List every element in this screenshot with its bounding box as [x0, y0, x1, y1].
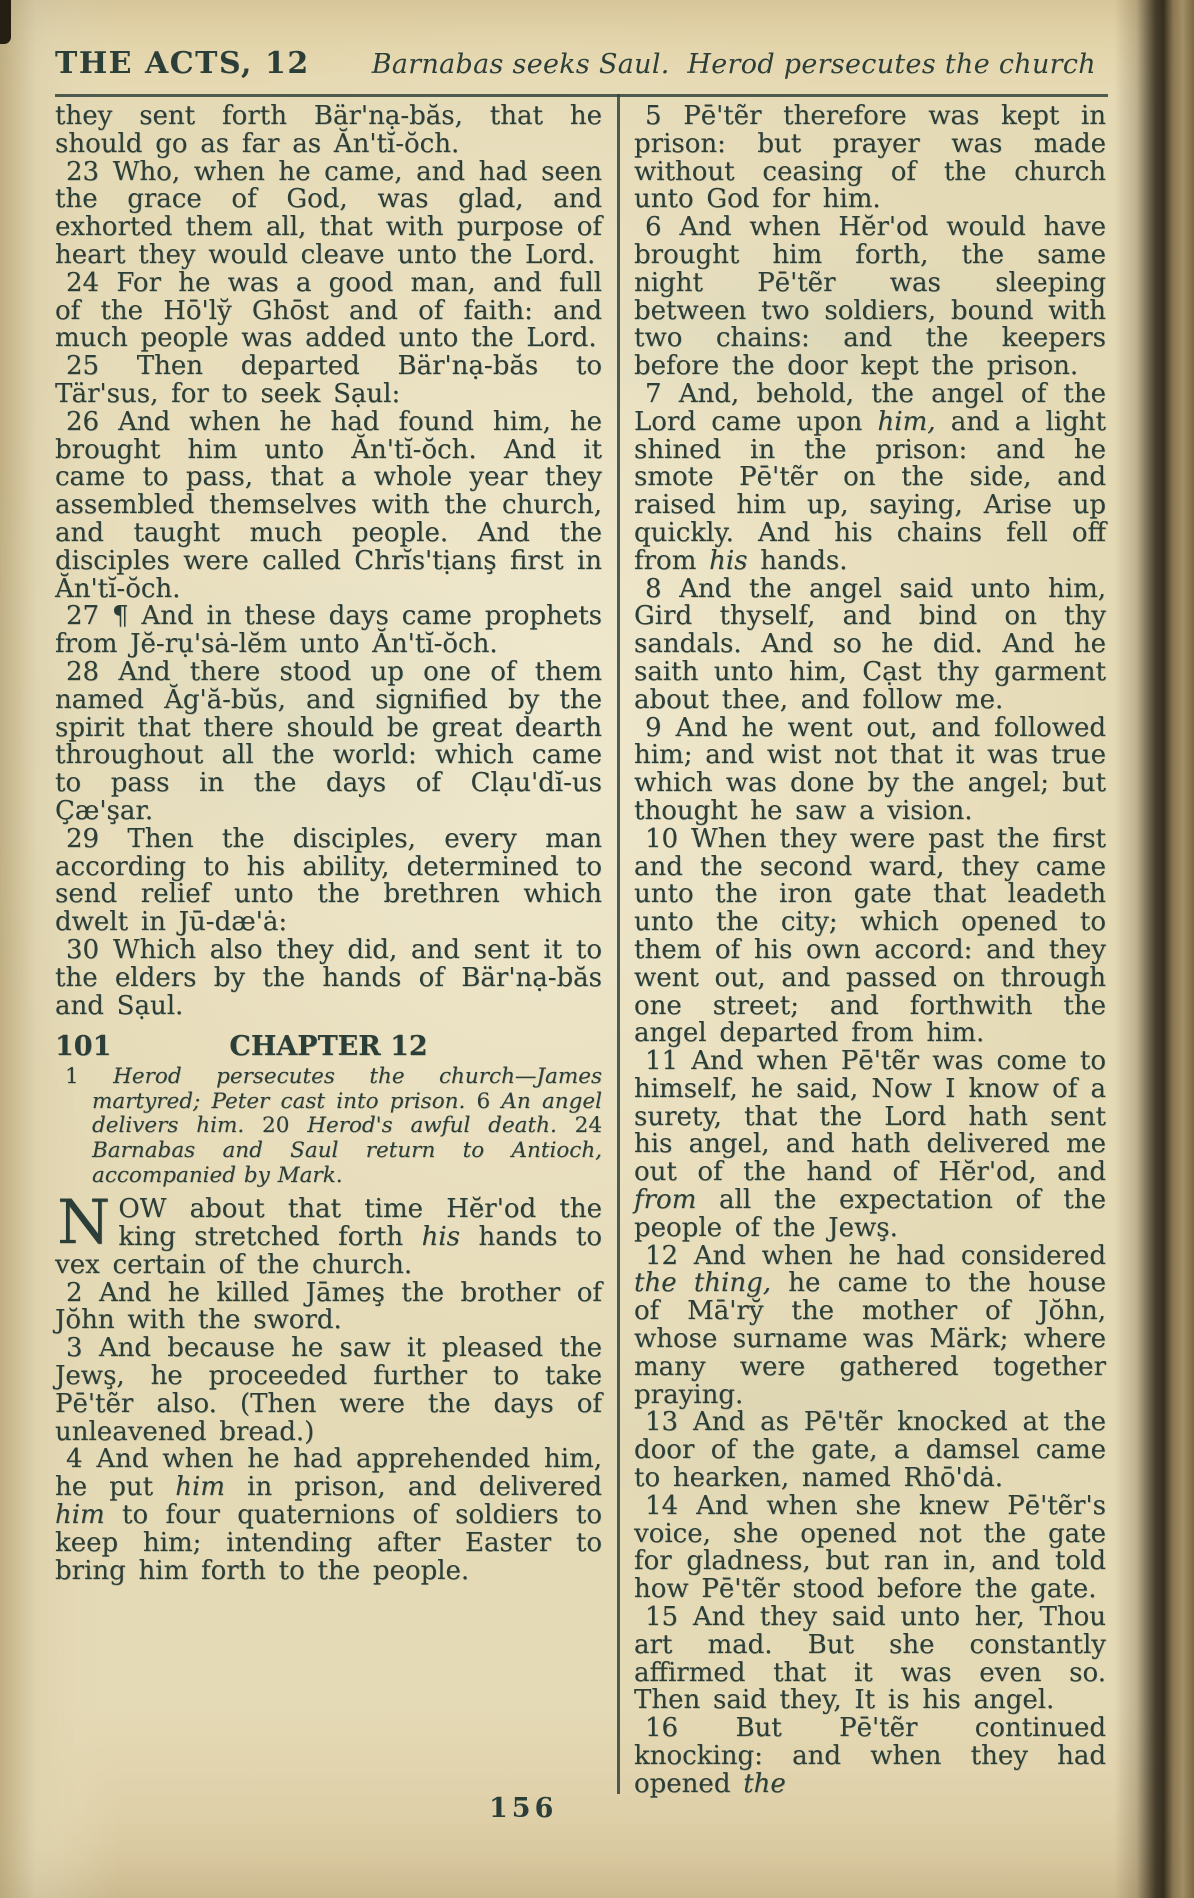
- verse: [55, 1335, 602, 1446]
- verse-text: and a light shined in the prison: and he smote Pē'tẽr on the side, and raised him up, saying, Arise up quickly. And his chains fell off from: [634, 406, 1106, 576]
- verse-text: And because he saw it pleased the Jewş, he proceeded further to take Pē'tẽr also. (Then were the days of unleavened bread.): [55, 1333, 602, 1447]
- chapter-heading: [55, 1032, 602, 1062]
- book-chapter-title: THE ACTS, 12: [55, 46, 310, 81]
- verse: [55, 603, 602, 659]
- italic-supplied-word: the: [743, 1768, 786, 1799]
- verse: [634, 1715, 1106, 1798]
- italic-supplied-word: Barnabas and Saul return to Antioch, accompanied by Mark.: [92, 1138, 602, 1188]
- italic-supplied-word: the thing,: [634, 1268, 771, 1299]
- verse-number: 27: [66, 601, 112, 632]
- verse-number: 2: [66, 1277, 100, 1308]
- verse-text: And as Pē'tẽr knocked at the door of the gate, a damsel came to hearken, named Rhō'dȧ.: [634, 1407, 1106, 1494]
- verse-text: to four quaternions of soldiers to keep him; intending after Easter to bring him forth to the people.: [55, 1500, 602, 1586]
- page-header: [55, 46, 1108, 81]
- verse-number: 13: [645, 1407, 694, 1438]
- section-number: 101: [55, 1031, 112, 1063]
- verse-number: 5: [645, 101, 684, 131]
- verse-number: 7: [645, 378, 679, 409]
- verse-number: 24: [574, 1113, 602, 1139]
- verse-number: 14: [645, 1490, 697, 1521]
- drop-cap: N: [57, 1187, 111, 1259]
- header-rule: [55, 94, 1108, 97]
- column-right: [634, 103, 1106, 1799]
- italic-supplied-word: Herod's awful death.: [307, 1113, 575, 1139]
- verse: [55, 1446, 602, 1585]
- verse-number: 6: [645, 212, 680, 243]
- verse-number: 26: [66, 406, 119, 437]
- verse-text: hands to vex certain of the church.: [55, 1222, 603, 1280]
- verse-text: And, behold, the angel of the Lord came upon: [634, 378, 1106, 437]
- verse-number: 3: [66, 1333, 99, 1364]
- verse-text: hands.: [747, 545, 848, 576]
- verse-text: in prison, and delivered: [224, 1472, 602, 1503]
- verse: [634, 1490, 1106, 1605]
- verse-number: 28: [66, 656, 119, 687]
- verse: [55, 353, 602, 409]
- italic-supplied-word: from: [634, 1185, 697, 1216]
- verse: [634, 378, 1106, 576]
- column-divider: [617, 94, 620, 1794]
- italic-supplied-word: him: [175, 1472, 225, 1503]
- verse-number: 24: [66, 267, 117, 298]
- verse: [634, 1240, 1106, 1410]
- page-edge-shadow: [1114, 0, 1194, 1898]
- corner-ink-mark: [0, 0, 11, 44]
- verse-number: 6: [476, 1088, 502, 1114]
- verse-number: 12: [645, 1240, 694, 1271]
- chapter-title: CHAPTER 12: [229, 1031, 428, 1063]
- verse-number: 15: [645, 1602, 693, 1633]
- verse-text: And when he had found him, he brought him unto Ăn'tĭ-ŏch. And it came to pass, that a whole year they assembled themselves with the church, and taught much people. And the disciples were called Chrĭs'tịanş first in Ăn'tĭ-ŏch.: [55, 406, 602, 604]
- running-head: Barnabas seeks Saul. Herod persecutes the church: [371, 49, 1096, 80]
- verse: [634, 1409, 1106, 1492]
- italic-supplied-word: his: [709, 545, 748, 576]
- verse-text: And when Pē'tẽr was come to himself, he said, Now I know of a surety, that the Lord hath sent his angel, and hath delivered me out of the hand of Hĕr'od, and: [634, 1046, 1106, 1188]
- verse-text: he came to the house of Mā'ry̆ the mother of Jŏhn, whose surname was Märk; where many were gathered together praying.: [634, 1268, 1106, 1410]
- verse: [55, 656, 602, 826]
- page-number: 156: [489, 1793, 558, 1824]
- verse: [634, 823, 1106, 1049]
- verse: [55, 823, 602, 938]
- verse: [55, 267, 602, 354]
- column-left: [55, 103, 602, 1585]
- verse: [55, 934, 602, 1021]
- verse: [55, 406, 602, 604]
- verse-number: 11: [645, 1046, 692, 1077]
- chapter-summary: [55, 1065, 602, 1188]
- verse: [634, 1604, 1106, 1715]
- verse: [55, 1187, 603, 1280]
- verse-text: For he was a good man, and full of the Hō'ly̆ Ghōst and of faith: and much people was added unto the Lord.: [55, 267, 602, 354]
- verse-text: And he went out, and followed him; and wist not that it was true which was done by the angel; but thought he saw a vision.: [634, 712, 1106, 826]
- verse-number: 4: [66, 1444, 97, 1475]
- verse-text: they sent forth Bär'nạ-băs, that he should go as far as Ăn'tĭ-ŏch.: [55, 101, 602, 159]
- verse-number: 1: [65, 1064, 114, 1090]
- verse-text: Then departed Bär'nạ-băs to Tär'sus, for to seek Sạul:: [55, 351, 602, 409]
- verse-number: 29: [66, 823, 128, 854]
- verse-text: And there stood up one of them named Ăg'ă-bŭs, and signified by the spirit that there should be great dearth throughout all the world: which came to pass in the days of Clạu'dĭ-us Çæ'şar.: [55, 656, 602, 826]
- verse: [55, 1277, 602, 1336]
- verse-text: And when he had considered: [693, 1240, 1106, 1271]
- verse-text: OW about that time Hĕr'od the king stretched forth: [118, 1194, 602, 1253]
- verse-text: Which also they did, and sent it to the elders by the hands of Bär'nạ-băs and Sạul.: [55, 934, 602, 1021]
- verse: [634, 573, 1106, 715]
- verse-text: Then the disciples, every man according to his ability, determined to send relief unto the brethren which dwelt in Jū-dæ'ȧ:: [55, 823, 602, 938]
- verse: [634, 103, 1106, 214]
- verse-number: 20: [262, 1113, 308, 1139]
- verse: [55, 156, 602, 270]
- italic-supplied-word: him: [55, 1500, 105, 1531]
- verse-number: 23: [66, 156, 113, 187]
- verse-text: ¶ And in these days came prophets from Jĕ-rụ'sȧ-lĕm unto Ăn'tĭ-ŏch.: [55, 601, 602, 660]
- italic-supplied-word: him,: [877, 406, 936, 437]
- verse-number: 10: [645, 823, 691, 854]
- verse-text: And when she knew Pē'tẽr's voice, she opened not the gate for gladness, but ran in, and told how Pē'tẽr stood before the gate.: [634, 1490, 1106, 1605]
- verse: [55, 103, 602, 159]
- italic-supplied-word: An angel delivers him.: [92, 1088, 602, 1139]
- verse-text: And when he had apprehended him, he put: [55, 1444, 602, 1503]
- verse-text: And when Hĕr'od would have brought him forth, the same night Pē'tẽr was sleeping between two soldiers, bound with two chains: and the keepers before the door kept the prison.: [634, 212, 1106, 382]
- verse-text: And he killed Jāmeş the brother of Jŏhn with the sword.: [55, 1277, 602, 1336]
- italic-supplied-word: his: [421, 1222, 460, 1253]
- verse-text: And the angel said unto him, Gird thyself, and bind on thy sandals. And so he did. And he saith unto him, Cạst thy garment about thee, and follow me.: [634, 573, 1106, 715]
- verse: [634, 1048, 1106, 1243]
- verse-text: And they said unto her, Thou art mad. But she constantly affirmed that it was even so. Then said they, It is his angel.: [634, 1602, 1106, 1716]
- verse-number: 30: [66, 934, 113, 965]
- verse-number: 25: [66, 351, 137, 382]
- verse: [634, 712, 1106, 826]
- verse-number: 8: [645, 573, 680, 604]
- italic-supplied-word: Herod persecutes the church—James martyred; Peter cast into prison.: [92, 1064, 603, 1114]
- verse: [634, 214, 1106, 381]
- verse-text: When they were past the first and the second ward, they came unto the iron gate that leadeth unto the city; which opened to them of his own accord: and they went out, and passed on through one street; and forthwith the angel departed from him.: [634, 823, 1106, 1049]
- verse-text: But Pē'tẽr continued knocking: and when they had opened: [634, 1713, 1106, 1799]
- verse-number: 9: [645, 712, 676, 743]
- verse-text: all the expectation of the people of the Jewş.: [634, 1185, 1106, 1243]
- verse-text: Who, when he came, and had seen the grace of God, was glad, and exhorted them all, that with purpose of heart they would cleave unto the Lord.: [55, 156, 602, 270]
- verse-text: Pē'tẽr therefore was kept in prison: but prayer was made without ceasing of the church unto God for him.: [634, 101, 1106, 215]
- verse-number: 16: [645, 1713, 736, 1744]
